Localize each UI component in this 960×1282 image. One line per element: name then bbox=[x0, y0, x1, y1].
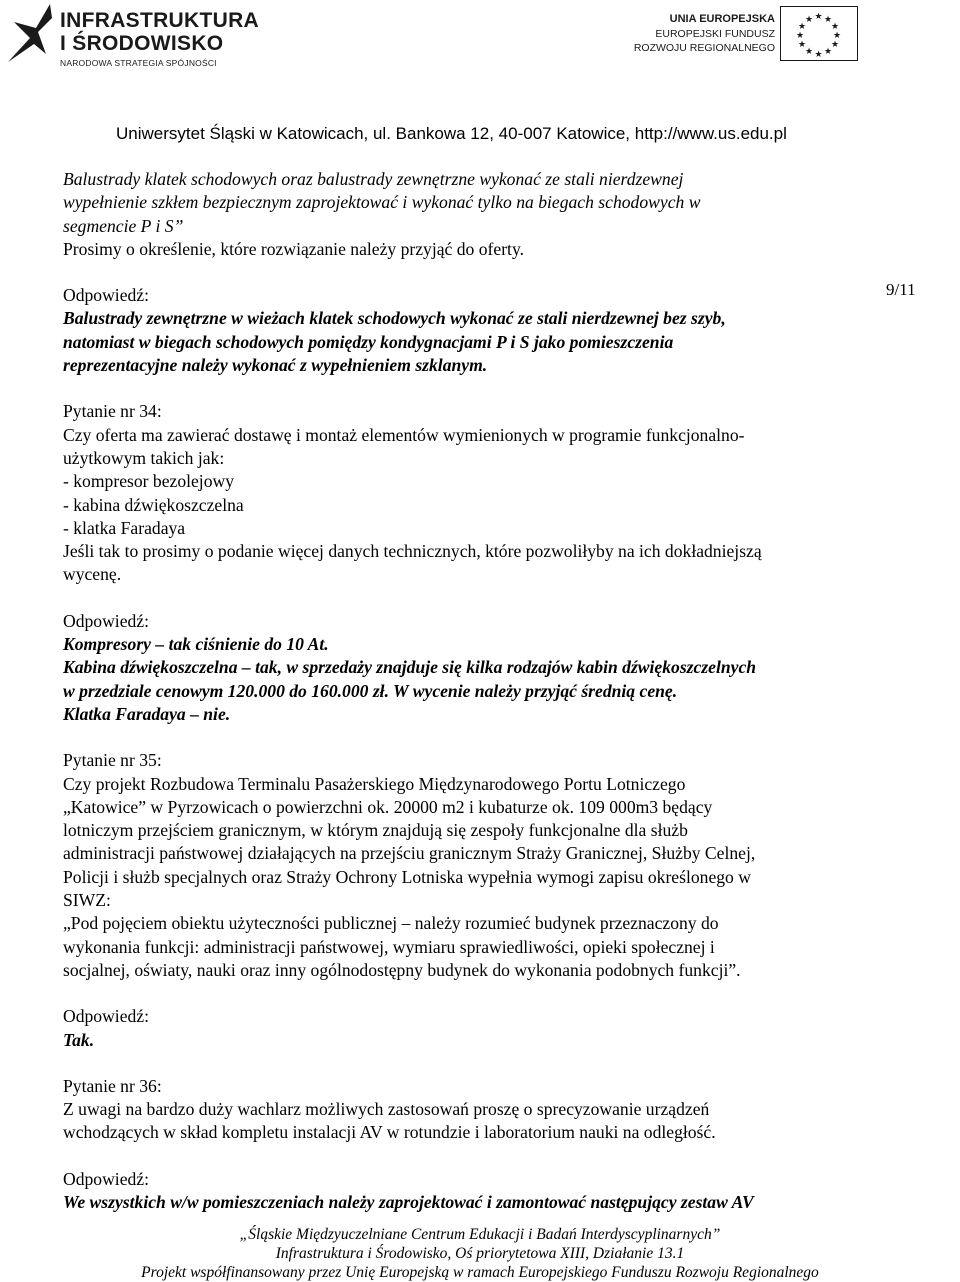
svg-text:★: ★ bbox=[830, 40, 840, 50]
answer-line: reprezentacyjne należy wykonać z wypełnieniem szklanym. bbox=[63, 355, 488, 376]
answer-line: natomiast w biegach schodowych pomiędzy kondygnacjami P i S jako pomieszczenia bbox=[63, 331, 674, 352]
question-line: „Pod pojęciem obiektu użyteczności publicznej – należy rozumieć budynek przeznaczony do bbox=[63, 913, 719, 934]
answer-line: w przedziale cenowym 120.000 do 160.000 zł. W wycenie należy przyjąć średnią cenę. bbox=[63, 680, 678, 701]
answer-line: Balustrady zewnętrzne w wieżach klatek schodowych wykonać ze stali nierdzewnej bez szyb, bbox=[63, 308, 726, 329]
svg-text:★: ★ bbox=[804, 15, 814, 25]
eu-logo-line1: UNIA EUROPEJSKA bbox=[669, 13, 775, 25]
svg-text:★: ★ bbox=[797, 40, 807, 50]
answer-line: We wszystkich w/w pomieszczeniach należy zaprojektować i zamontować następujący zestaw AV bbox=[63, 1191, 754, 1212]
question-label: Pytanie nr 35: bbox=[63, 750, 162, 771]
quote-line: Balustrady klatek schodowych oraz balustrady zewnętrzne wykonać ze stali nierdzewnej bbox=[63, 169, 684, 189]
document-body bbox=[63, 168, 883, 1214]
university-address: Uniwersytet Śląski w Katowicach, ul. Bankowa 12, 40-007 Katowice, http://www.us.edu.pl bbox=[116, 124, 787, 143]
page-number: 9/11 bbox=[886, 280, 916, 299]
eu-logo bbox=[633, 4, 865, 66]
question-label: Pytanie nr 36: bbox=[63, 1075, 162, 1096]
footer-line: Infrastruktura i Środowisko, Oś priorytetowa XIII, Działanie 13.1 bbox=[275, 1245, 685, 1262]
question-line: Jeśli tak to prosimy o podanie więcej danych technicznych, które pozwoliłyby na ich dokładniejszą bbox=[63, 541, 762, 562]
question-line: - kompresor bezolejowy bbox=[63, 471, 234, 492]
eu-logo-line2: EUROPEJSKI FUNDUSZ bbox=[655, 28, 775, 40]
infrastruktura-logo bbox=[4, 2, 260, 72]
question-line: administracji państwowej działających na przejściu granicznym Straży Granicznej, Służby Celnej, bbox=[63, 843, 756, 864]
question-line: Czy projekt Rozbudowa Terminalu Pasażerskiego Międzynarodowego Portu Lotniczego bbox=[63, 773, 686, 794]
quote-line: wypełnienie szkłem bezpiecznym zaprojektować i wykonać tylko na biegach schodowych w bbox=[63, 192, 701, 213]
answer-label: Odpowiedź: bbox=[63, 285, 149, 306]
logo-text-line3: NARODOWA STRATEGIA SPÓJNOŚCI bbox=[60, 58, 217, 68]
svg-text:★: ★ bbox=[797, 22, 807, 32]
question-line: SIWZ: bbox=[63, 890, 111, 911]
question-line: socjalnej, oświaty, nauki oraz inny ogólnodostępny budynek do wykonania podobnych funkcji”. bbox=[63, 959, 741, 980]
eu-logo-line3: ROZWOJU REGIONALNEGO bbox=[633, 42, 775, 54]
question-line: wchodzących w skład kompletu instalacji AV w rotundzie i laboratorium nauki na odległość. bbox=[63, 1122, 716, 1143]
svg-text:★: ★ bbox=[795, 31, 805, 41]
question-line: wykonania funkcji: administracji państwowej, wymiaru sprawiedliwości, opieki społecznej i bbox=[63, 936, 715, 957]
question-label: Pytanie nr 34: bbox=[63, 401, 162, 422]
footer-line: Projekt współfinansowany przez Unię Europejską w ramach Europejskiego Funduszu Rozwoju Regionalnego bbox=[141, 1264, 819, 1281]
svg-text:★: ★ bbox=[830, 22, 840, 32]
question-line: Z uwagi na bardzo duży wachlarz możliwych zastosowań proszę o sprecyzowanie urządzeń bbox=[63, 1099, 710, 1120]
svg-text:★: ★ bbox=[832, 31, 842, 41]
answer-label: Odpowiedź: bbox=[63, 610, 149, 631]
svg-text:★: ★ bbox=[814, 12, 823, 22]
eu-flag-icon bbox=[780, 6, 858, 61]
question-text: Prosimy o określenie, które rozwiązanie należy przyjąć do oferty. bbox=[63, 238, 525, 259]
svg-text:★: ★ bbox=[804, 47, 814, 57]
star-swoosh-icon bbox=[4, 2, 56, 68]
answer-line: Tak. bbox=[63, 1029, 95, 1050]
question-line: „Katowice” w Pyrzowicach o powierzchni ok. 20000 m2 i kubaturze ok. 109 000m3 będący bbox=[63, 796, 713, 817]
logo-text-line1: INFRASTRUKTURA bbox=[60, 9, 260, 32]
question-line: - kabina dźwiękoszczelna bbox=[63, 494, 244, 515]
logo-text-line2: I ŚRODOWISKO bbox=[60, 32, 224, 55]
svg-text:★: ★ bbox=[814, 50, 823, 59]
quote-line: segmencie P i S” bbox=[63, 215, 184, 236]
question-line: Czy oferta ma zawierać dostawę i montaż elementów wymienionych w programie funkcjonalno- bbox=[63, 424, 745, 445]
answer-label: Odpowiedź: bbox=[63, 1006, 149, 1027]
answer-label: Odpowiedź: bbox=[63, 1168, 149, 1189]
question-line: wycenę. bbox=[63, 564, 122, 585]
page-footer bbox=[0, 1225, 960, 1282]
footer-line: „Śląskie Międzyuczelniane Centrum Edukacji i Badań Interdyscyplinarnych” bbox=[239, 1226, 721, 1243]
question-line: lotniczym przejściem granicznym, w którym znajdują się zespoły funkcjonalne dla służb bbox=[63, 820, 688, 841]
question-line: - klatka Faradaya bbox=[63, 517, 186, 538]
svg-text:★: ★ bbox=[823, 15, 833, 25]
answer-line: Kabina dźwiękoszczelna – tak, w sprzedaży znajduje się kilka rodzajów kabin dźwiękoszczelnych bbox=[63, 657, 757, 678]
question-line: użytkowym takich jak: bbox=[63, 447, 225, 468]
answer-line: Kompresory – tak ciśnienie do 10 At. bbox=[63, 634, 329, 655]
question-line: Policji i służb specjalnych oraz Straży Ochrony Lotniska wypełnia wymogi zapisu określonego w bbox=[63, 866, 751, 887]
svg-text:★: ★ bbox=[823, 47, 833, 57]
answer-line: Klatka Faradaya – nie. bbox=[63, 703, 231, 724]
